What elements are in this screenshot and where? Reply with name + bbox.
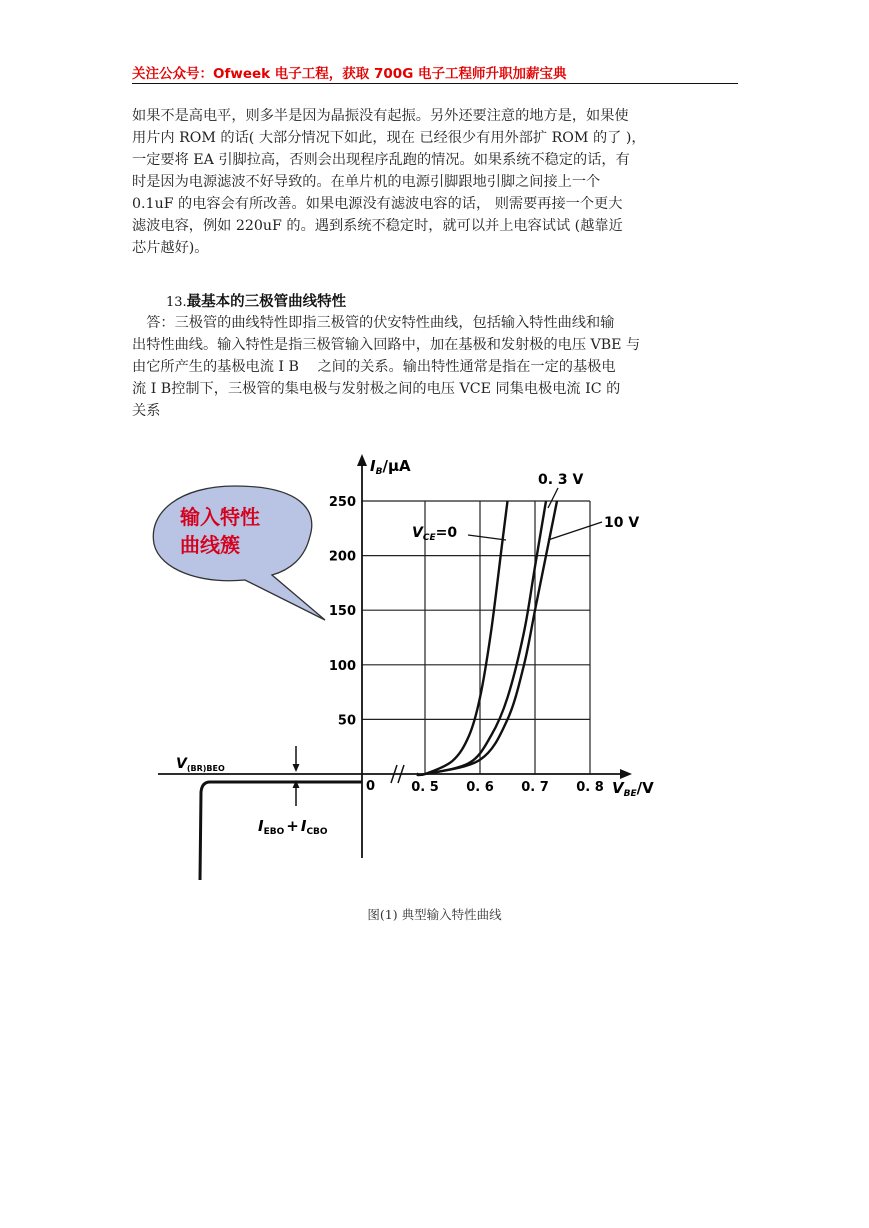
origin-label: 0 bbox=[366, 779, 376, 794]
section-title: 最基本的三极管曲线特性 bbox=[186, 293, 347, 310]
figure-caption: 图(1) 典型输入特性曲线 bbox=[367, 907, 502, 922]
callout-text-line1: 输入特性 bbox=[180, 505, 260, 529]
y-axis-title: $I_B/\mu A$ bbox=[370, 457, 411, 477]
text-line: 由它所产生的基极电流 I B 之间的关系。输出特性通常是指在一定的基极电 bbox=[132, 359, 616, 375]
curve-series-3 bbox=[417, 501, 557, 775]
x-axis-title: $V_{BE}/V$ bbox=[612, 779, 654, 799]
header-divider bbox=[132, 83, 738, 84]
label-0-3v: 0. 3 V bbox=[538, 472, 584, 488]
x-axis-arrow bbox=[620, 769, 632, 779]
label-leakage-current: $I_{EBO} + I_{CBO}$ bbox=[258, 817, 328, 837]
chart-grid bbox=[362, 501, 590, 774]
leakage-arrow bbox=[293, 746, 300, 806]
y-tick-label: 150 bbox=[328, 604, 356, 620]
chart-curves bbox=[417, 501, 557, 775]
text-line: 时是因为电源滤波不好导致的。在单片机的电源引脚跟地引脚之间接上一个 bbox=[132, 174, 601, 190]
text-line: 出特性曲线。输入特性是指三极管输入回路中，加在基极和发射极的电压 VBE 与 bbox=[132, 337, 641, 353]
y-tick-label: 100 bbox=[328, 658, 356, 674]
text-line: 芯片越好)。 bbox=[132, 240, 209, 256]
section-heading bbox=[166, 290, 346, 311]
text-line: 流 I B控制下，三极管的集电极与发射极之间的电压 VCE 同集电极电流 IC 的 bbox=[132, 381, 621, 397]
section-number: 13. bbox=[166, 295, 187, 310]
x-tick-label: 0. 8 bbox=[576, 780, 604, 795]
text-line: 如果不是高电平，则多半是因为晶振没有起振。另外还要注意的地方是，如果使 bbox=[132, 108, 629, 124]
label-10v: 10 V bbox=[604, 515, 640, 531]
label-vce-0: $V_{CE}=0$ bbox=[412, 525, 458, 543]
curve-series-2 bbox=[417, 501, 546, 775]
text-line: 用片内 ROM 的话( 大部分情况下如此，现在 已经很少有用外部扩 ROM 的了 )， bbox=[132, 130, 646, 146]
y-tick-label: 50 bbox=[337, 713, 356, 729]
y-axis-arrow bbox=[357, 454, 367, 466]
leader-vce-0 bbox=[468, 535, 506, 540]
paragraph-transistor-curves bbox=[132, 312, 738, 422]
leader-10v bbox=[548, 522, 602, 540]
input-characteristic-figure bbox=[150, 448, 660, 888]
x-tick-label: 0. 5 bbox=[411, 780, 439, 795]
x-tick-label: 0. 7 bbox=[521, 780, 549, 795]
text-line: 滤波电容，例如 220uF 的。遇到系统不稳定时，就可以并上电容试试 (越靠近 bbox=[132, 218, 623, 234]
callout-text-line2: 曲线簇 bbox=[180, 533, 240, 557]
text-line: 答：三极管的曲线特性即指三极管的伏安特性曲线，包括输入特性曲线和输 bbox=[132, 315, 615, 331]
y-tick-label: 250 bbox=[328, 495, 356, 510]
chart-tick-labels bbox=[329, 495, 604, 795]
y-tick-label: 200 bbox=[328, 549, 356, 565]
label-breakdown-voltage: $V_{(BR)BEO}$ bbox=[176, 756, 225, 773]
paragraph-stability bbox=[132, 105, 738, 259]
text-line: 关系 bbox=[132, 403, 161, 419]
page-header-promo: 关注公众号：Ofweek 电子工程，获取 700G 电子工程师升职加薪宝典 bbox=[132, 66, 567, 82]
text-line: 一定要将 EA 引脚拉高，否则会出现程序乱跑的情况。如果系统不稳定的话，有 bbox=[132, 152, 630, 168]
x-tick-label: 0. 6 bbox=[466, 780, 494, 795]
callout-bubble bbox=[153, 486, 325, 620]
input-characteristic-chart bbox=[150, 448, 660, 888]
text-line: 0.1uF 的电容会有所改善。如果电源没有滤波电容的话， 则需要再接一个更大 bbox=[132, 196, 623, 212]
